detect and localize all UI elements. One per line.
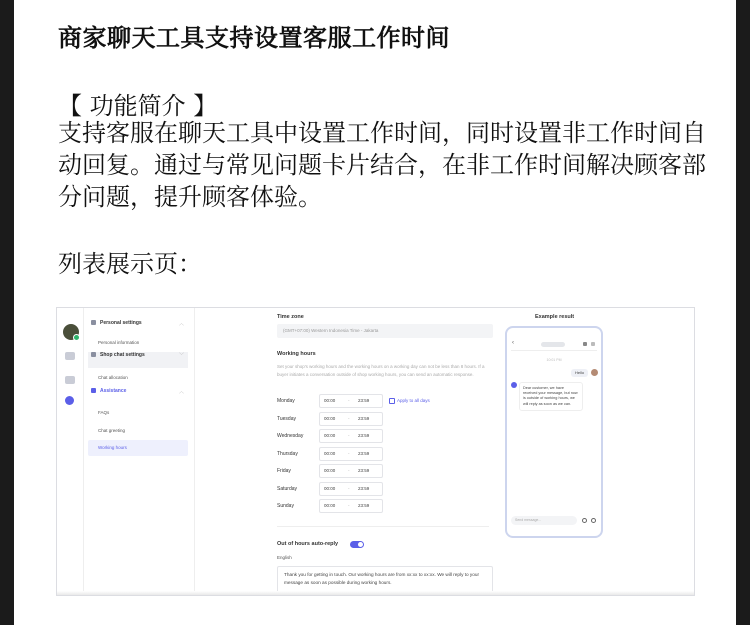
menu-group-shop-chat-settings[interactable]: Shop chat settings ﹀ [88, 352, 188, 368]
time-zone-label: Time zone [277, 314, 304, 320]
chat-header [511, 340, 597, 351]
outgoing-message: Hello [571, 369, 588, 377]
shop-name-placeholder [541, 342, 565, 347]
auto-reply-message: Dear customer, we have received your message, but now is outside of working hours, we will reply as soon as we can. [519, 382, 583, 411]
apply-to-all-days-link[interactable]: Apply to all days [389, 398, 430, 404]
feature-description: 支持客服在聊天工具中设置工作时间，同时设置非工作时间自动回复。通过与常见问题卡片结合，在非工作时间解决顾客部分问题，提升顾客体验。 [58, 119, 706, 211]
chevron-up-icon: ︿ [178, 389, 184, 395]
document-title: 商家聊天工具支持设置客服工作时间 [58, 24, 450, 52]
menu-group-personal-settings[interactable]: Personal settings ︿ [88, 320, 188, 336]
section-heading: 【 功能简介 】 [58, 92, 218, 120]
list-page-label: 列表展示页： [58, 250, 202, 278]
phone-preview [505, 326, 603, 538]
robot-icon [91, 388, 96, 393]
time-range-input[interactable]: 00:00 - 23:59 [319, 394, 383, 408]
day-label: Friday [277, 468, 291, 474]
bot-avatar-icon [511, 382, 517, 388]
avatar[interactable] [63, 324, 79, 340]
day-label: Sunday [277, 503, 294, 509]
day-row-wednesday [277, 429, 495, 443]
settings-gear-icon[interactable] [65, 396, 74, 405]
day-row-saturday [277, 482, 495, 496]
auto-reply-label: Out of hours auto-reply [277, 541, 339, 547]
time-zone-select[interactable]: (GMT+07:00) Western Indonesia Time - Jakarta [277, 324, 493, 338]
day-row-tuesday [277, 412, 495, 426]
icon-rail [57, 308, 84, 595]
person-icon [91, 320, 96, 325]
day-label: Tuesday [277, 416, 296, 422]
example-result-title: Example result [535, 314, 575, 320]
menu-item-chat-greeting[interactable]: Chat greeting [98, 428, 126, 433]
day-row-friday [277, 464, 495, 478]
divider [277, 526, 489, 527]
copy-icon [389, 398, 395, 404]
working-hours-hint: Set your shop's working hours and the working hours on a working day can not be less than 8 hours. If a buyer initiates a conversation outside of shop working hours, you can send an automatic response. [277, 364, 485, 377]
time-range-input[interactable]: 00:00 - 23:59 [319, 499, 383, 513]
document-page [14, 0, 736, 625]
emoji-icon[interactable] [582, 518, 587, 523]
store-icon [583, 342, 587, 346]
menu-item-faqs[interactable]: FAQs [98, 410, 110, 415]
day-row-thursday [277, 447, 495, 461]
language-label: English [277, 555, 292, 560]
day-row-monday [277, 394, 495, 408]
stats-icon[interactable] [65, 376, 75, 384]
back-arrow-icon: ‹ [512, 340, 514, 346]
day-label: Wednesday [277, 433, 304, 439]
day-row-sunday [277, 499, 495, 513]
time-range-input[interactable]: 00:00 - 23:59 [319, 429, 383, 443]
working-hours-label: Working hours [277, 351, 316, 357]
settings-menu [84, 308, 195, 595]
menu-item-personal-information[interactable]: Personal information [98, 340, 140, 345]
time-range-input[interactable]: 00:00 - 23:59 [319, 412, 383, 426]
working-hours-panel [277, 308, 497, 595]
more-icon [591, 342, 595, 346]
time-range-input[interactable]: 00:00 - 23:59 [319, 482, 383, 496]
menu-item-working-hours[interactable]: Working hours [88, 440, 188, 456]
plus-icon[interactable] [591, 518, 596, 523]
headset-icon [91, 352, 96, 357]
time-range-input[interactable]: 00:00 - 23:59 [319, 464, 383, 478]
avatar [591, 369, 598, 376]
chevron-down-icon: ﹀ [178, 353, 184, 359]
chat-timestamp: 10:01 PM [546, 358, 562, 362]
auto-reply-toggle[interactable] [350, 541, 364, 548]
day-label: Saturday [277, 486, 298, 492]
embedded-screenshot [56, 307, 695, 596]
screenshot-edge-shadow [57, 591, 694, 595]
auto-reply-message-textarea[interactable]: Thank you for getting in touch. Our working hours are from xx:xx to xx:xx. We will reply to your message as soon as possible during working hours. [277, 566, 493, 596]
message-input[interactable]: Send message... [511, 516, 577, 525]
day-label: Thursday [277, 451, 298, 457]
chevron-up-icon: ︿ [178, 321, 184, 327]
chat-icon[interactable] [65, 352, 75, 360]
menu-item-chat-allocation[interactable]: Chat allocation [98, 375, 128, 380]
menu-group-assistance[interactable]: Assistance ︿ [88, 388, 188, 404]
day-label: Monday [277, 398, 295, 404]
time-range-input[interactable]: 00:00 - 23:59 [319, 447, 383, 461]
